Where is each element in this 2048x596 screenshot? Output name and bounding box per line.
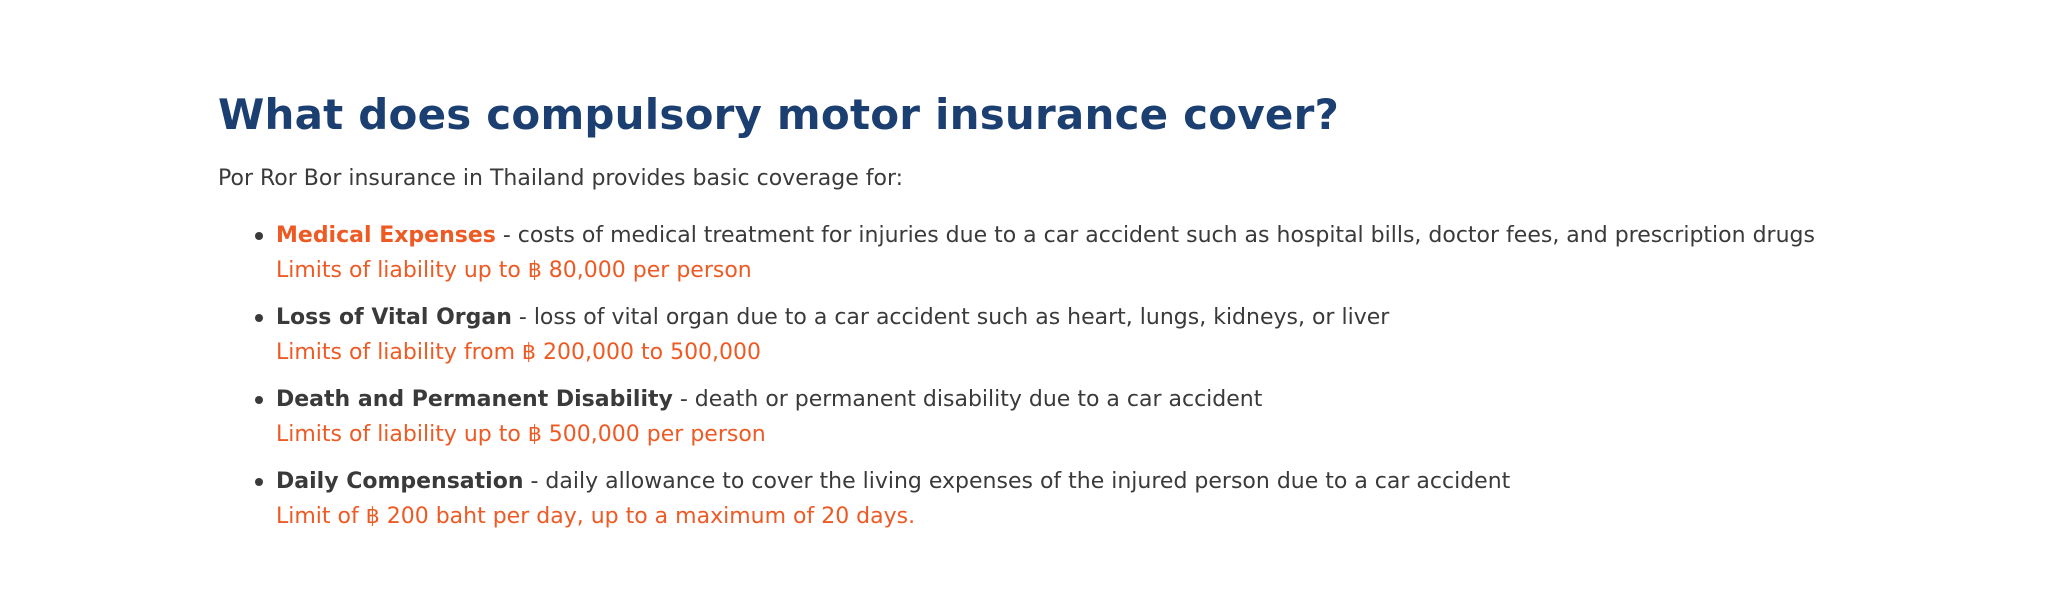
coverage-description: - daily allowance to cover the living expenses of the injured person due to a car accident bbox=[523, 469, 1511, 494]
coverage-title: Loss of Vital Organ bbox=[276, 305, 512, 330]
list-item bbox=[276, 300, 1818, 370]
coverage-title-link[interactable]: Medical Expenses bbox=[276, 223, 496, 248]
bullet-icon bbox=[255, 478, 263, 486]
coverage-title: Death and Permanent Disability bbox=[276, 387, 673, 412]
bullet-icon bbox=[255, 232, 263, 240]
article-section bbox=[218, 80, 1818, 546]
bullet-icon bbox=[255, 314, 263, 322]
page-title: What does compulsory motor insurance cover? bbox=[218, 90, 1340, 139]
coverage-description: - costs of medical treatment for injuries due to a car accident such as hospital bills, doctor fees, and prescription drugs bbox=[495, 223, 1815, 248]
list-item bbox=[276, 218, 1818, 288]
coverage-description: - loss of vital organ due to a car accident such as heart, lungs, kidneys, or liver bbox=[511, 305, 1390, 330]
coverage-title: Daily Compensation bbox=[276, 469, 524, 494]
coverage-limit: Limits of liability from ฿ 200,000 to 500,000 bbox=[276, 340, 762, 365]
list-item bbox=[276, 382, 1818, 452]
coverage-limit: Limits of liability up to ฿ 500,000 per person bbox=[276, 422, 766, 447]
coverage-description: - death or permanent disability due to a car accident bbox=[672, 387, 1263, 412]
coverage-list bbox=[218, 218, 1818, 534]
intro-text: Por Ror Bor insurance in Thailand provides basic coverage for: bbox=[218, 166, 904, 191]
coverage-limit: Limits of liability up to ฿ 80,000 per person bbox=[276, 258, 752, 283]
bullet-icon bbox=[255, 396, 263, 404]
list-item bbox=[276, 464, 1818, 534]
coverage-limit: Limit of ฿ 200 baht per day, up to a maximum of 20 days. bbox=[276, 504, 916, 529]
